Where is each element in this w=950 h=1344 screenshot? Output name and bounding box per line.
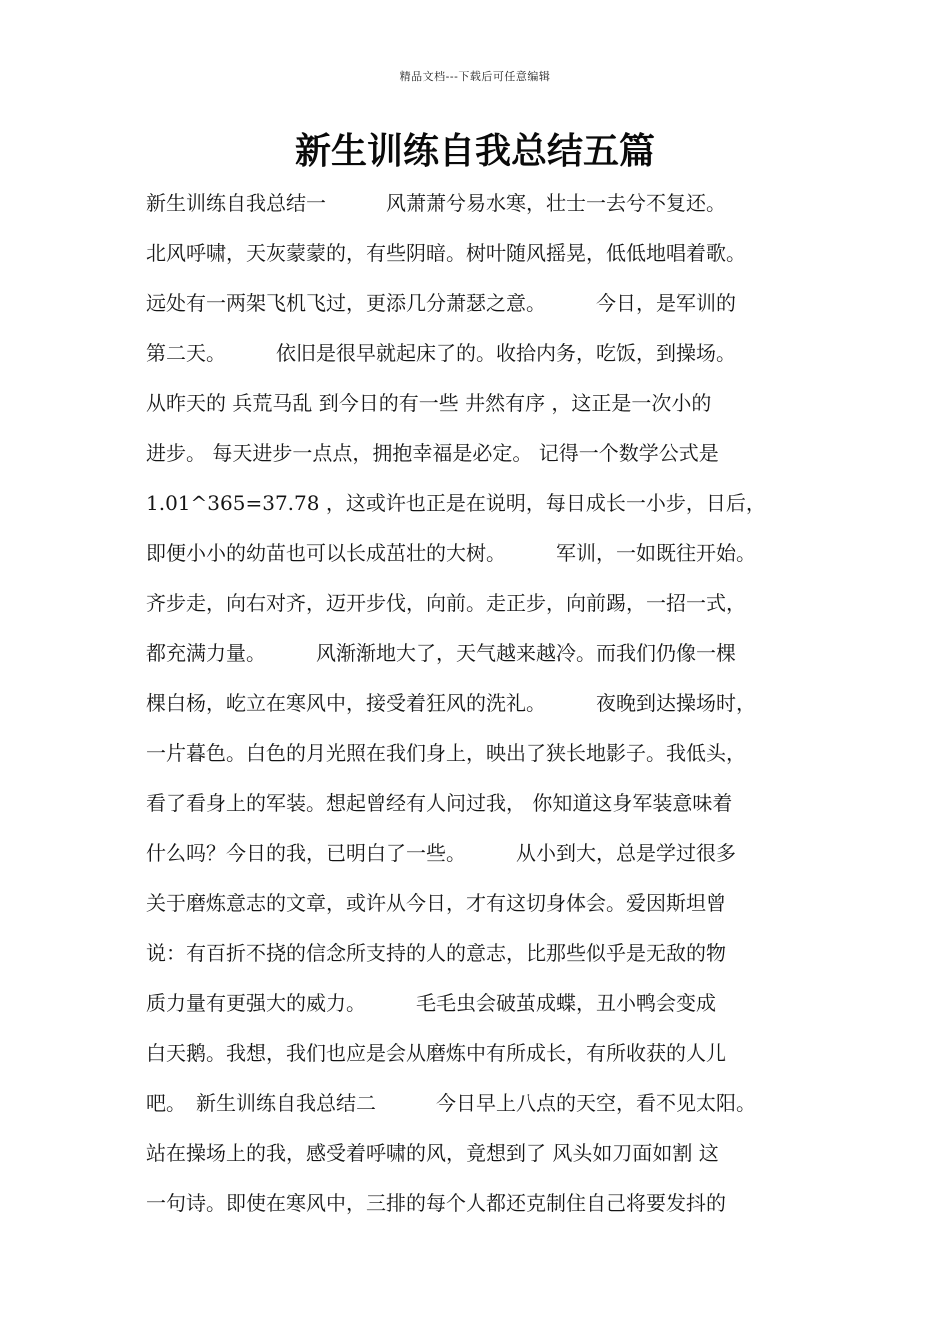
body-line: 即便小小的幼苗也可以长成茁壮的大树。 军训，一如既往开始。 — [146, 541, 756, 565]
body-line: 什么吗？今日的我，已明白了一些。 从小到大，总是学过很多 — [146, 841, 736, 865]
body-line: 说：有百折不挠的信念所支持的人的意志，比那些似乎是无敌的物 — [146, 941, 726, 965]
body-line: 质力量有更强大的威力。 毛毛虫会破茧成蝶，丑小鸭会变成 — [146, 991, 716, 1015]
body-line: 一片暮色。白色的月光照在我们身上，映出了狭长地影子。我低头， — [146, 741, 746, 765]
body-line: 看了看身上的军装。想起曾经有人问过我， 你知道这身军装意味着 — [146, 791, 733, 815]
body-line: 从昨天的 兵荒马乱 到今日的有一些 井然有序 ，这正是一次小的 — [146, 391, 712, 415]
body-line: 站在操场上的我，感受着呼啸的风，竟想到了 风头如刀面如割 这 — [146, 1141, 719, 1165]
page-header: 精品文档---下载后可任意编辑 — [399, 70, 551, 83]
body-line: 1.01^365=37.78 ，这或许也正是在说明，每日成长一小步，日后， — [146, 491, 766, 515]
body-line: 关于磨炼意志的文章，或许从今日，才有这切身体会。爱因斯坦曾 — [146, 891, 726, 915]
body-line: 进步。 每天进步一点点，拥抱幸福是必定。 记得一个数学公式是 — [146, 441, 719, 465]
body-line: 一句诗。即使在寒风中，三排的每个人都还克制住自己将要发抖的 — [146, 1191, 726, 1215]
body-line: 北风呼啸，天灰蒙蒙的，有些阴暗。树叶随风摇晃，低低地唱着歌。 — [146, 241, 746, 265]
body-line: 第二天。 依旧是很早就起床了的。收拾内务，吃饭，到操场。 — [146, 341, 736, 365]
body-line: 都充满力量。 风渐渐地大了，天气越来越冷。而我们仍像一棵 — [146, 641, 736, 665]
body-line: 吧。 新生训练自我总结二 今日早上八点的天空，看不见太阳。 — [146, 1091, 756, 1115]
body-line: 远处有一两架飞机飞过，更添几分萧瑟之意。 今日，是军训的 — [146, 291, 736, 315]
body-line: 白天鹅。我想，我们也应是会从磨炼中有所成长，有所收获的人儿 — [146, 1041, 726, 1065]
document-title: 新生训练自我总结五篇 — [294, 131, 655, 172]
body-line: 棵白杨，屹立在寒风中，接受着狂风的洗礼。 夜晚到达操场时， — [146, 691, 756, 715]
body-line: 新生训练自我总结一 风萧萧兮易水寒，壮士一去兮不复还。 — [146, 191, 726, 215]
body-line: 齐步走，向右对齐，迈开步伐，向前。走正步，向前踢，一招一式， — [146, 591, 746, 615]
document-body — [146, 178, 836, 1228]
